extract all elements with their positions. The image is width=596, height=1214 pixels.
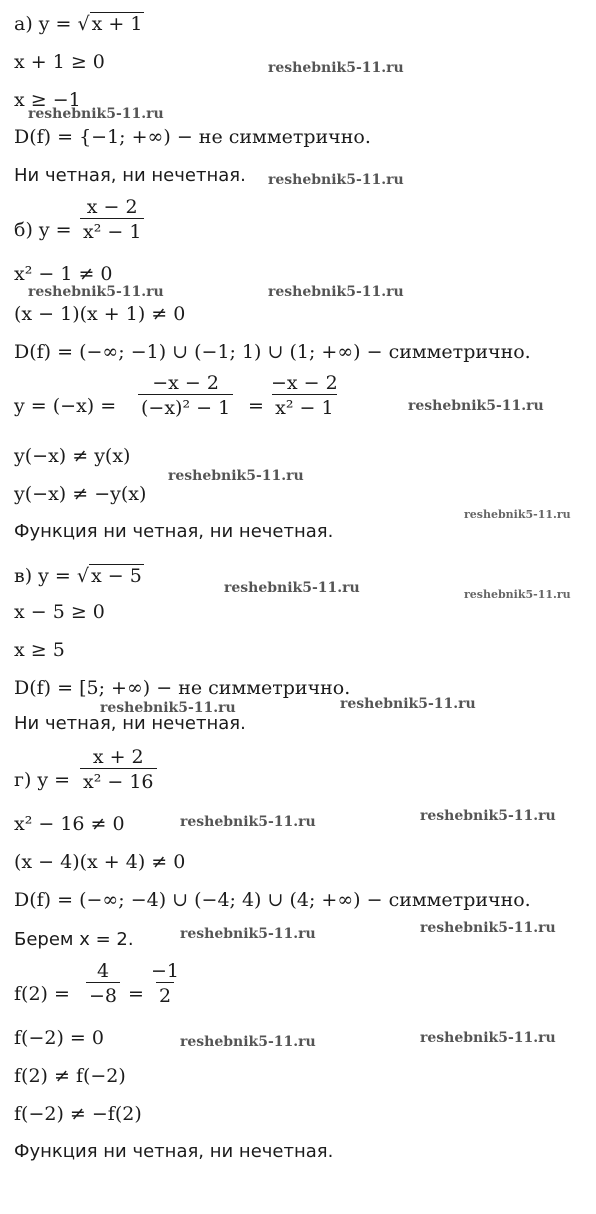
part-g-line-7: f(−2) ≠ −f(2) (14, 1103, 142, 1125)
denominator: (−x)² − 1 (138, 394, 233, 419)
part-a-heading (14, 12, 144, 36)
watermark: reshebnik5-11.ru (464, 508, 571, 521)
part-b-line-4: y(−x) ≠ y(x) (14, 445, 131, 467)
watermark: reshebnik5-11.ru (180, 1034, 316, 1050)
part-b-line-1: x² − 1 ≠ 0 (14, 263, 113, 285)
numerator: x + 2 (92, 746, 144, 768)
part-b-line-3: D(f) = (−∞; −1) ∪ (−1; 1) ∪ (1; +∞) − симметрично. (14, 341, 531, 363)
watermark: reshebnik5-11.ru (180, 926, 316, 942)
part-v-eq: y = (38, 565, 77, 587)
fraction (148, 960, 182, 1007)
part-v-heading (14, 564, 144, 588)
watermark: reshebnik5-11.ru (168, 468, 304, 484)
part-g-line-4: Берем x = 2. (14, 929, 134, 950)
sqrt-expression (78, 12, 145, 36)
watermark: reshebnik5-11.ru (268, 60, 404, 76)
part-g-line-8: Функция ни четная, ни нечетная. (14, 1141, 334, 1162)
fraction (268, 372, 341, 419)
watermark: reshebnik5-11.ru (268, 172, 404, 188)
f-of-2-lhs: f(2) = (14, 983, 70, 1005)
fraction (138, 372, 233, 419)
denominator: 2 (156, 982, 174, 1007)
part-g-line-6: f(2) ≠ f(−2) (14, 1065, 126, 1087)
numerator: 4 (96, 960, 110, 982)
watermark: reshebnik5-11.ru (100, 700, 236, 716)
equals-sign: = (248, 395, 264, 417)
denominator: x² − 16 (80, 768, 157, 793)
watermark: reshebnik5-11.ru (420, 920, 556, 936)
sqrt-radicand: x − 5 (91, 565, 142, 587)
part-a-eq: y = (38, 13, 78, 35)
sqrt-radicand: x + 1 (91, 13, 143, 35)
fraction (80, 196, 144, 243)
fraction (80, 746, 157, 793)
watermark: reshebnik5-11.ru (340, 696, 476, 712)
part-v-label: в) (14, 565, 39, 587)
part-v-line-1: x − 5 ≥ 0 (14, 601, 105, 623)
watermark: reshebnik5-11.ru (464, 588, 571, 601)
watermark: reshebnik5-11.ru (28, 106, 164, 122)
part-b-line-2: (x − 1)(x + 1) ≠ 0 (14, 303, 186, 325)
part-b-line-6: Функция ни четная, ни нечетная. (14, 521, 334, 542)
denominator: −8 (86, 982, 120, 1007)
part-g-line-1: x² − 16 ≠ 0 (14, 813, 125, 835)
part-g-label: г) y = (14, 769, 71, 791)
numerator: x − 2 (86, 196, 138, 218)
part-b-label: б) y = (14, 219, 72, 241)
part-a-label: а) (14, 13, 39, 35)
sqrt-symbol: √ (77, 13, 90, 35)
numerator: −x − 2 (271, 372, 338, 394)
watermark: reshebnik5-11.ru (268, 284, 404, 300)
part-g-line-2: (x − 4)(x + 4) ≠ 0 (14, 851, 186, 873)
part-g-line-5: f(−2) = 0 (14, 1027, 104, 1049)
sqrt-symbol: √ (76, 565, 89, 587)
watermark: reshebnik5-11.ru (420, 1030, 556, 1046)
part-v-line-2: x ≥ 5 (14, 639, 65, 661)
watermark: reshebnik5-11.ru (224, 580, 360, 596)
denominator: x² − 1 (80, 218, 144, 243)
denominator: x² − 1 (272, 394, 336, 419)
part-a-line-2: x ≥ −1 (14, 89, 81, 111)
fraction (86, 960, 120, 1007)
part-a-line-1: x + 1 ≥ 0 (14, 51, 105, 73)
watermark: reshebnik5-11.ru (180, 814, 316, 830)
part-a-line-4: Ни четная, ни нечетная. (14, 165, 246, 186)
part-a-line-3: D(f) = {−1; +∞) − не симметрично. (14, 126, 371, 148)
equals-sign: = (128, 983, 144, 1005)
part-b-line-5: y(−x) ≠ −y(x) (14, 483, 147, 505)
substitution-lhs: y = (−x) = (14, 395, 117, 417)
sqrt-expression (77, 564, 144, 588)
watermark: reshebnik5-11.ru (420, 808, 556, 824)
part-g-line-3: D(f) = (−∞; −4) ∪ (−4; 4) ∪ (4; +∞) − симметрично. (14, 889, 531, 911)
watermark: reshebnik5-11.ru (408, 398, 544, 414)
numerator: −x − 2 (152, 372, 219, 394)
watermark: reshebnik5-11.ru (28, 284, 164, 300)
numerator: −1 (151, 960, 180, 982)
part-v-line-3: D(f) = [5; +∞) − не симметрично. (14, 677, 351, 699)
part-v-line-4: Ни четная, ни нечетная. (14, 713, 246, 734)
